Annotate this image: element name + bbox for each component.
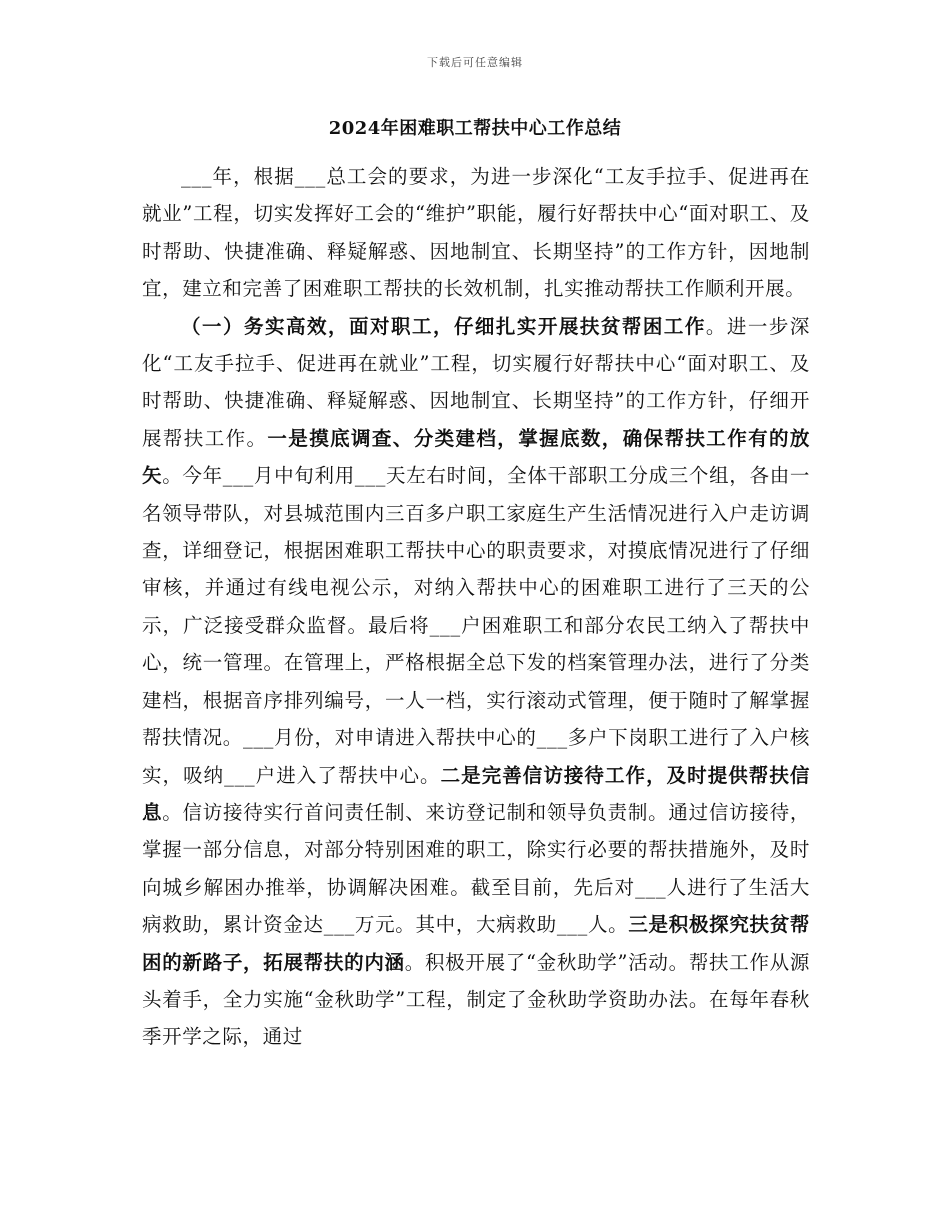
- paragraph-intro: ___年，根据___总工会的要求，为进一步深化“工友手拉手、促进再在就业”工程，切实发挥好工会的“维护”职能，履行好帮扶中心“面对职工、及时帮助、快捷准确、释疑解惑、因地制宜、长期坚持”的工作方针，因地制宜，建立和完善了困难职工帮扶的长效机制，扎实推动帮扶工作顺利开展。: [142, 165, 810, 301]
- paragraph-text: 。积极开展了“金秋助学”活动。帮扶工作从源头着手，全力实施“金秋助学”工程，制定了金秋助学资助办法。在每年春秋季开学之际，通过: [142, 950, 810, 1049]
- bold-point-3: 三是积极探究扶贫帮困的新路子，拓展帮扶的内涵: [142, 913, 811, 974]
- document-body: [142, 158, 810, 1056]
- paragraph-text: 。今年___月中旬利用___天左右时间，全体干部职工分成三个组，各由一名领导带队，对县城范围内三百多户职工家庭生产生活情况进行入户走访调查，详细登记，根据困难职工帮扶中心的职责要求，对摸底情况进行了仔细审核，并通过有线电视公示，对纳入帮扶中心的困难职工进行了三天的公示，广泛接受群众监督。最后将___户困难职工和部分农民工纳入了帮扶中心，统一管理。在管理上，严格根据全总下发的档案管理办法，进行了分类建档，根据音序排列编号，一人一档，实行滚动式管理，便于随时了解掌握帮扶情况。___月份，对申请进入帮扶中心的___多户下岗职工进行了入户核实，吸纳___户进入了帮扶中心。: [142, 464, 810, 787]
- bold-point-2: 二是完善信访接待工作，及时提供帮扶信息: [142, 763, 810, 824]
- paragraph-section-1: [142, 308, 810, 1056]
- header-note: 下载后可任意编辑: [427, 56, 523, 69]
- paragraph-text: 。进一步深化“工友手拉手、促进再在就业”工程，切实履行好帮扶中心“面对职工、及时帮助、快捷准确、释疑解惑、因地制宜、长期坚持”的工作方针，仔细开展帮扶工作。: [142, 314, 810, 450]
- bold-point-1: 一是摸底调查、分类建档，掌握底数，确保帮扶工作有的放矢: [142, 426, 810, 488]
- paragraph-text: 。信访接待实行首问责任制、来访登记制和领导负责制。通过信访接待，掌握一部分信息，对部分特别困难的职工，除实行必要的帮扶措施外，及时向城乡解困办推举，协调解决困难。截至目前，先后对___人进行了生活大病救助，累计资金达___万元。其中，大病救助___人。: [142, 800, 810, 937]
- document-title: 2024年困难职工帮扶中心工作总结: [328, 118, 622, 139]
- section-heading: （一）务实高效，面对职工，仔细扎实开展扶贫帮困工作: [181, 314, 706, 338]
